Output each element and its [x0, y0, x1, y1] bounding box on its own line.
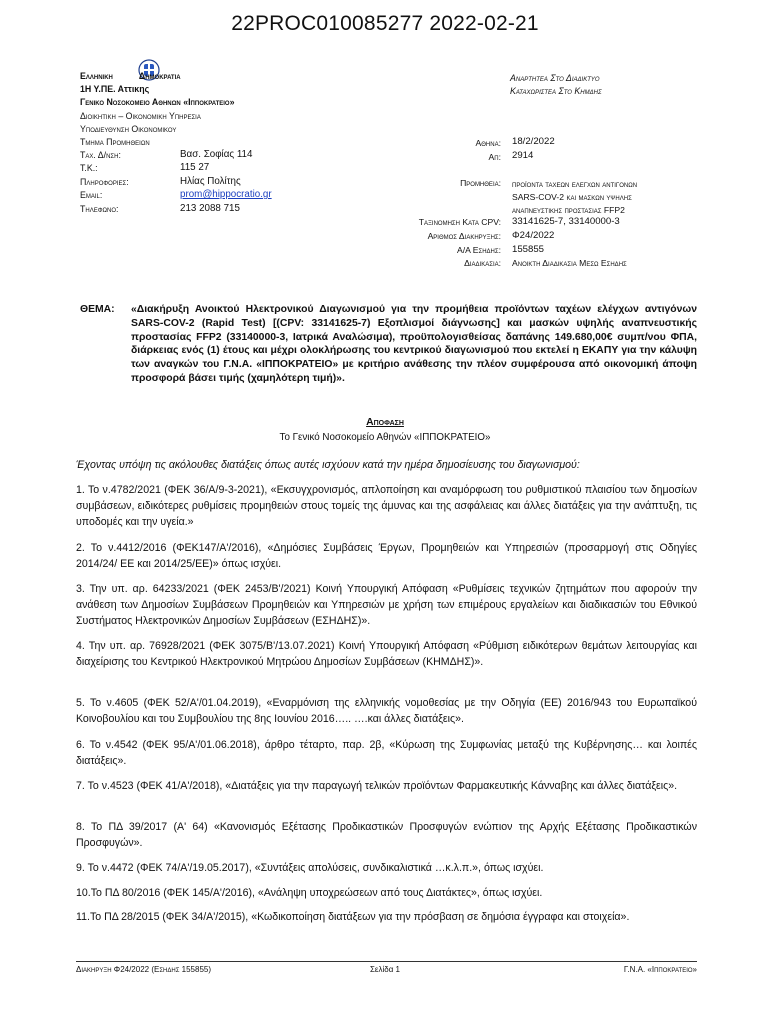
esidis-id-value: 155855 [512, 244, 545, 255]
declaration-number-label: Αριθμος Διακηρυξης: [427, 231, 501, 241]
procedure-label: Διαδικασια: [464, 258, 501, 268]
law-paragraph: 3. Την υπ. αρ. 64233/2021 (ΦΕΚ 2453/Β'/2021) Κοινή Υπουργική Απόφαση «Ρυθμίσεις τεχνικών ζητημάτων που αφορούν την ανάθεση των Δημοσίων Συμβάσεων Προμηθειών και Υπηρεσιών με χρήση των επιμέρους εργαλείων και διαδικασιών του Εθνικού Συστήματος Ηλεκτρονικών Δημοσίων Συμβάσεων (ΕΣΗΔΗΣ)». [76, 583, 697, 627]
law-paragraph: 9. Το ν.4472 (ΦΕΚ 74/Α'/19.05.2017), «Συντάξεις απολύσεις, συνδικαλιστικά …κ.λ.π.», όπως ισχύει. [76, 862, 544, 874]
law-paragraph: 10.Το ΠΔ 80/2016 (ΦΕΚ 145/Α'/2016), «Ανάληψη υποχρεώσεων από τους Διατάκτες», όπως ισχύει. [76, 887, 543, 899]
supply-label: Προμηθεια: [460, 178, 501, 188]
supply-line-2: SARS-COV-2 και μασκων υψηλης [512, 192, 632, 202]
contact-info-value: Ηλίας Πολίτης [180, 176, 241, 187]
considerations-intro: Έχοντας υπόψη τις ακόλουθες διατάξεις όπως αυτές ισχύουν κατά την ημέρα δημοσίευσης του διαγωνισμού: [76, 459, 580, 471]
protocol-label: Απ: [488, 152, 501, 162]
contact-postcode-label: Τ.Κ.: [80, 163, 98, 173]
procedure-value: Ανοικτη Διαδικασια Μεσω Εσηδης [512, 258, 627, 268]
footer-right: Γ.Ν.Α. «Ιπποκρατειο» [623, 965, 697, 974]
contact-address-value: Βασ. Σοφίας 114 [180, 149, 253, 160]
contact-postcode-value: 115 27 [180, 162, 210, 173]
law-paragraph: 4. Την υπ. αρ. 76928/2021 (ΦΕΚ 3075/Β'/13.07.2021) Κοινή Υπουργική Απόφαση «Ρύθμιση ειδικότερων θεμάτων λειτουργίας και διαχείρισης του Κεντρικού Ηλεκτρονικού Μητρώου Δημοσίων Συμβάσεων (ΚΗΜΔΗΣ)». [76, 640, 697, 668]
athens-label: Αθηνα: [475, 138, 501, 148]
page-number: Σελίδα 1 [369, 965, 401, 974]
register-kimdis-note: Καταχωριστεα Στο Κημδης [510, 86, 602, 96]
service-name: Διοικητικη – Οικονομικη Υπηρεσια [80, 110, 201, 121]
contact-phone-label: Τηλεφωνο: [80, 204, 119, 214]
supply-line-3: αναπνευστικης προστασιας FFP2 [512, 205, 625, 215]
contact-info-label: Πληροφοριες: [80, 177, 129, 187]
cpv-value: 33141625-7, 33140000-3 [512, 216, 620, 227]
health-region: 1Η Υ.ΠΕ. Αττικης [80, 84, 150, 95]
esidis-id-label: Α/Α Εσηδης: [457, 245, 501, 255]
contact-email-label: Email: [80, 190, 103, 200]
contact-phone-value: 213 2088 715 [180, 203, 240, 214]
department-name: Τμημα Προμηθειων [80, 137, 150, 148]
document-stamp: 22PROC010085277 2022-02-21 [231, 12, 539, 35]
law-paragraph: 2. Το ν.4412/2016 (ΦΕΚ147/Α'/2016), «Δημόσιες Συμβάσεις Έργων, Προμηθειών και Υπηρεσιών (προσαρμογή στις Οδηγίες 2014/24/ ΕΕ και 2014/25/ΕΕ)» όπως ισχύει. [76, 542, 697, 570]
republic-word-1: Ελληνικη [80, 71, 113, 81]
law-paragraph: 6. Το ν.4542 (ΦΕΚ 95/Α'/01.06.2018), άρθρο τέταρτο, παρ. 2β, «Κύρωση της Συμφωνίας μεταξύ της Κυβέρνησης… και λοιπές διατάξεις». [76, 739, 697, 767]
law-paragraph: 11.Το ΠΔ 28/2015 (ΦΕΚ 34/Α'/2015), «Κωδικοποίηση διατάξεων για την πρόσβαση σε δημόσια έγγραφα και στοιχεία». [76, 911, 630, 923]
protocol-number: 2914 [512, 150, 534, 161]
decision-title: Αποφαση [366, 417, 404, 428]
cpv-label: Ταξινομηση Κατα CPV: [418, 217, 501, 227]
contact-address-label: Ταχ. Δ/νση: [80, 150, 121, 160]
hospital-name: Γενικο Νοσοκομειο Αθηνων «Ιπποκρατειο» [80, 97, 235, 108]
subdivision-name: Υποδιευθυνση Οικονομικου [80, 123, 177, 134]
post-online-note: Αναρτητεα Στο Διαδικτυο [510, 73, 600, 83]
law-paragraph: 5. Το ν.4605 (ΦΕΚ 52/Α'/01.04.2019), «Εναρμόνιση της ελληνικής νομοθεσίας με την Οδηγία (ΕΕ) 2016/943 του Ευρωπαϊκού Κοινοβουλίου και του Συμβουλίου της 8ης Ιουνίου 2016….. ….και άλλες διατάξεις». [76, 697, 697, 725]
contact-email-link[interactable]: prom@hippocratio.gr [180, 189, 272, 200]
footer-divider [76, 961, 697, 962]
athens-date: 18/2/2022 [512, 136, 555, 147]
header-left [80, 70, 234, 149]
law-paragraph: 8. Το ΠΔ 39/2017 (Α' 64) «Κανονισμός Εξέτασης Προδικαστικών Προσφυγών ενώπιον της Αρχής Εξέτασης Προδικαστικών Προσφυγών». [76, 821, 697, 849]
subject-text: «Διακήρυξη Ανοικτού Ηλεκτρονικού Διαγωνισμού για την προμήθεια προϊόντων ταχέων ελέγχων αντιγόνων SARS-COV-2 (Rapid Test) [(CPV: 33141625-7) Εξοπλισμοί διάγνωσης] και μασκών υψηλής αναπνευστικής προστασίας FFP2 (33140000-3, Ιατρικά Αναλώσιμα), προϋπολογισθείσας δαπάνης 149.680,00€ συμπ/νου ΦΠΑ, διάρκειας ενός (1) έτους και μέχρι ολοκλήρωσης του κεντρικού διαγωνισμού που εκτελεί η ΕΚΑΠΥ για την κάλυψη των αναγκών του Γ.Ν.Α. «ΙΠΠΟΚΡΑΤΕΙΟ» με κριτήριο ανάθεσης την πλέον συμφέρουσα από οικονομική άποψη προσφορά βάσει τιμής (χαμηλότερη τιμή)». [131, 304, 697, 384]
republic-word-2: Δημοκρατια [138, 71, 181, 81]
subject-label: ΘΕΜΑ: [80, 304, 115, 315]
supply-line-1: προϊοντα ταχεων ελεγχων αντιγονων [512, 179, 638, 189]
law-paragraph: 1. Το ν.4782/2021 (ΦΕΚ 36/Α/9-3-2021), «Εκσυγχρονισμός, απλοποίηση και αναμόρφωση του ρυθμιστικού πλαισίου των δημοσίων συμβάσεων, ειδικότερες ρυθμίσεις προμηθειών στους τομείς της άμυνας και της ασφάλειας και άλλες διατάξεις για την ανάπτυξη, τις υποδομές και την υγεία.» [76, 484, 697, 528]
header-right [510, 72, 602, 98]
law-paragraph: 7. Το ν.4523 (ΦΕΚ 41/Α'/2018), «Διατάξεις για την παραγωγή τελικών προϊόντων Φαρμακευτικής Κάνναβης και άλλες διατάξεις». [76, 780, 678, 792]
declaration-number-value: Φ24/2022 [512, 230, 555, 241]
supply-description [512, 178, 637, 217]
decision-subtitle: Το Γενικό Νοσοκομείο Αθηνών «ΙΠΠΟΚΡΑΤΕΙΟ» [279, 432, 491, 443]
footer-left: Διακηρυξη Φ24/2022 (Εσηδης 155855) [76, 965, 212, 974]
